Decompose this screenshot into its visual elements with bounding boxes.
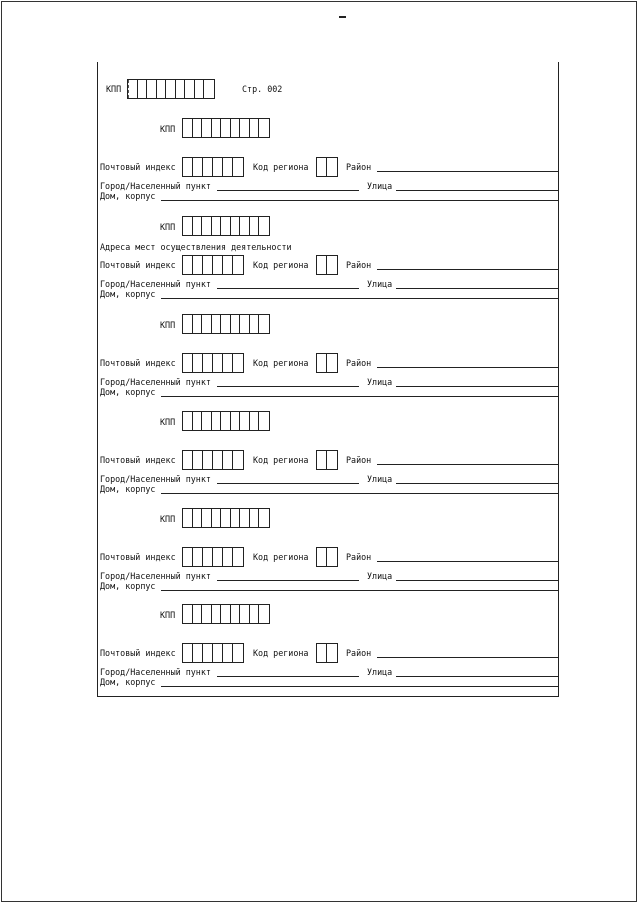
- kpp-cells[interactable]: [182, 508, 270, 528]
- postal-index-cells[interactable]: [182, 643, 244, 663]
- district-field[interactable]: [377, 269, 559, 270]
- page-number: Стр. 002: [242, 84, 283, 94]
- address-form: [97, 62, 559, 697]
- district-field[interactable]: [377, 464, 559, 465]
- street-field[interactable]: [396, 190, 559, 191]
- house-label: Дом, корпус: [100, 677, 156, 687]
- region-code-cells[interactable]: [316, 450, 338, 470]
- region-code-cells[interactable]: [316, 353, 338, 373]
- postal-index-cells[interactable]: [182, 450, 244, 470]
- kpp-cells[interactable]: [182, 411, 270, 431]
- street-label: Улица: [367, 571, 393, 581]
- postal-index-label: Почтовый индекс: [100, 358, 176, 368]
- district-label: Район: [346, 162, 372, 172]
- kpp-label: КПП: [160, 417, 176, 427]
- kpp-label: КПП: [160, 610, 176, 620]
- street-label: Улица: [367, 667, 393, 677]
- house-label: Дом, корпус: [100, 484, 156, 494]
- house-label: Дом, корпус: [100, 387, 156, 397]
- city-label: Город/Населенный пункт: [100, 377, 211, 387]
- street-field[interactable]: [396, 580, 559, 581]
- header-kpp-label: КПП: [106, 84, 122, 94]
- postal-index-cells[interactable]: [182, 353, 244, 373]
- postal-index-cells[interactable]: [182, 157, 244, 177]
- postal-index-label: Почтовый индекс: [100, 162, 176, 172]
- region-code-label: Код региона: [253, 162, 309, 172]
- city-field[interactable]: [217, 676, 359, 677]
- district-label: Район: [346, 648, 372, 658]
- kpp-cells[interactable]: [182, 216, 270, 236]
- address-section-title: Адреса мест осуществления деятельности: [100, 242, 292, 252]
- region-code-label: Код региона: [253, 358, 309, 368]
- district-field[interactable]: [377, 657, 559, 658]
- region-code-label: Код региона: [253, 260, 309, 270]
- district-label: Район: [346, 260, 372, 270]
- city-field[interactable]: [217, 386, 359, 387]
- house-label: Дом, корпус: [100, 289, 156, 299]
- city-label: Город/Населенный пункт: [100, 667, 211, 677]
- kpp-label: КПП: [160, 124, 176, 134]
- region-code-cells[interactable]: [316, 643, 338, 663]
- house-label: Дом, корпус: [100, 581, 156, 591]
- house-field[interactable]: [161, 590, 559, 591]
- street-label: Улица: [367, 377, 393, 387]
- region-code-label: Код региона: [253, 552, 309, 562]
- street-label: Улица: [367, 181, 393, 191]
- top-mark: [339, 16, 346, 18]
- city-field[interactable]: [217, 288, 359, 289]
- postal-index-label: Почтовый индекс: [100, 648, 176, 658]
- kpp-cells[interactable]: [182, 604, 270, 624]
- street-label: Улица: [367, 474, 393, 484]
- region-code-cells[interactable]: [316, 157, 338, 177]
- postal-index-label: Почтовый индекс: [100, 552, 176, 562]
- house-field[interactable]: [161, 493, 559, 494]
- kpp-cells[interactable]: [182, 314, 270, 334]
- header-kpp-cells[interactable]: [127, 79, 215, 99]
- postal-index-cells[interactable]: [182, 255, 244, 275]
- district-field[interactable]: [377, 561, 559, 562]
- street-field[interactable]: [396, 288, 559, 289]
- city-label: Город/Населенный пункт: [100, 181, 211, 191]
- postal-index-cells[interactable]: [182, 547, 244, 567]
- district-label: Район: [346, 358, 372, 368]
- region-code-label: Код региона: [253, 648, 309, 658]
- region-code-cells[interactable]: [316, 547, 338, 567]
- district-label: Район: [346, 552, 372, 562]
- district-field[interactable]: [377, 171, 559, 172]
- kpp-label: КПП: [160, 320, 176, 330]
- house-label: Дом, корпус: [100, 191, 156, 201]
- city-label: Город/Населенный пункт: [100, 279, 211, 289]
- house-field[interactable]: [161, 298, 559, 299]
- city-label: Город/Населенный пункт: [100, 474, 211, 484]
- house-field[interactable]: [161, 200, 559, 201]
- city-field[interactable]: [217, 483, 359, 484]
- house-field[interactable]: [161, 686, 559, 687]
- city-field[interactable]: [217, 190, 359, 191]
- kpp-cells[interactable]: [182, 118, 270, 138]
- city-field[interactable]: [217, 580, 359, 581]
- postal-index-label: Почтовый индекс: [100, 260, 176, 270]
- street-label: Улица: [367, 279, 393, 289]
- street-field[interactable]: [396, 483, 559, 484]
- street-field[interactable]: [396, 676, 559, 677]
- district-label: Район: [346, 455, 372, 465]
- city-label: Город/Населенный пункт: [100, 571, 211, 581]
- kpp-label: КПП: [160, 222, 176, 232]
- kpp-label: КПП: [160, 514, 176, 524]
- street-field[interactable]: [396, 386, 559, 387]
- district-field[interactable]: [377, 367, 559, 368]
- region-code-cells[interactable]: [316, 255, 338, 275]
- postal-index-label: Почтовый индекс: [100, 455, 176, 465]
- house-field[interactable]: [161, 396, 559, 397]
- region-code-label: Код региона: [253, 455, 309, 465]
